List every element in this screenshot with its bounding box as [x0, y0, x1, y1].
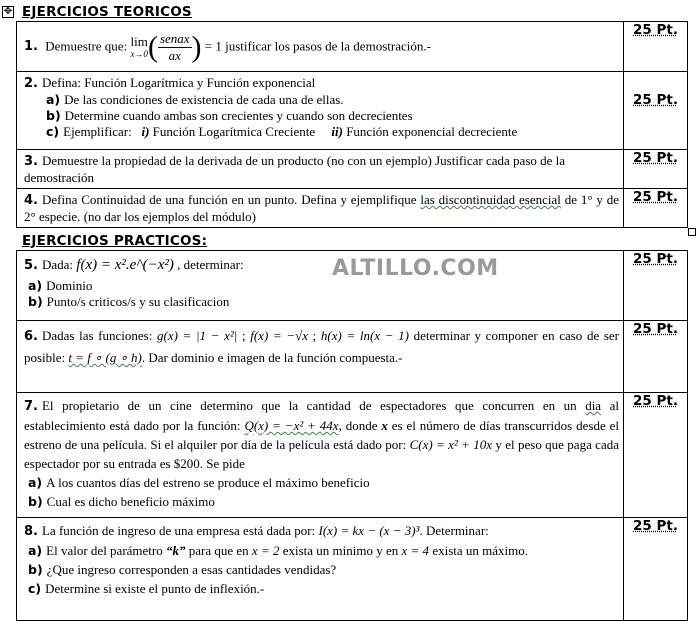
limit-symbol: lim x→0	[130, 33, 148, 59]
sub-label: c)	[46, 124, 60, 139]
wavy-text: las discontinuidad esencial	[420, 192, 561, 207]
sub-text: Determine cuando ambas son crecientes y cuando son decrecientes	[64, 108, 413, 123]
sub-text: ¿Que ingreso corresponden a esas cantidades vendidas?	[46, 562, 337, 577]
table-row	[17, 251, 688, 321]
table-row	[17, 150, 688, 189]
table-practicos	[16, 250, 688, 621]
formula-x4: x = 4	[401, 543, 430, 558]
sub-label: b)	[46, 108, 61, 123]
points-cell: 25 Pt.	[624, 72, 688, 150]
question-number: 8.	[24, 524, 38, 539]
sub-label: a)	[28, 475, 43, 490]
sub-text: Ejemplificar:	[63, 124, 132, 139]
question-cell	[17, 393, 624, 518]
sub-roman-i: i)	[141, 124, 150, 139]
question-text: al establecimiento está dado por la función:	[24, 398, 620, 433]
fraction: $\frac{\text{senax}}{ax}$	[159, 31, 190, 63]
variable-x: x	[381, 418, 388, 433]
sub-label: b)	[28, 294, 43, 309]
question-text-mid: determinar y componer en caso de ser posible:	[24, 328, 620, 365]
watermark: ALTILLO.COM	[332, 256, 499, 281]
question-cell	[17, 251, 624, 321]
sub-label: a)	[46, 92, 61, 107]
sub-label: b)	[28, 562, 43, 577]
question-number: 1.	[24, 39, 38, 55]
sub-label: a)	[28, 543, 43, 558]
separator: ;	[241, 328, 246, 343]
move-cross-icon[interactable]: ✥	[3, 6, 13, 17]
question-text-after: de 1° y de 2° especie. (no dar los ejemplos del módulo)	[24, 192, 619, 224]
sub-text: para que en	[188, 543, 249, 558]
question-text: , donde	[338, 418, 378, 433]
formula-x2: x = 2	[251, 543, 280, 558]
question-cell	[17, 150, 624, 189]
question-number: 4.	[24, 193, 38, 208]
table-row	[17, 22, 688, 72]
table-row	[17, 393, 688, 518]
formula-f: f(x) = −√x	[250, 328, 308, 343]
formula-f: f(x) = x².e^(−x²)	[76, 257, 174, 273]
points-cell: 25 Pt.	[624, 150, 688, 189]
points-cell: 25 Pt.	[624, 22, 688, 72]
sub-text: Determine si existe el punto de inflexión.-	[45, 581, 265, 596]
question-text: Defina Continuidad de una función en un punto. Defina y ejemplifique	[41, 192, 417, 207]
formula-t: t = f ∘ (g ∘ h)	[68, 350, 142, 365]
table-row	[17, 72, 688, 150]
equals-one: = 1	[204, 38, 222, 54]
question-text: Dada:	[41, 257, 74, 272]
sub-roman-ii-text: Función exponencial decreciente	[346, 124, 518, 139]
points-cell: 25 Pt.	[624, 251, 688, 321]
question-cell	[17, 189, 624, 228]
sub-label: a)	[28, 278, 43, 293]
wavy-text: dia	[585, 398, 602, 413]
sub-text: exista un máximo.	[432, 543, 528, 558]
question-text: Demuestre que:	[45, 38, 128, 54]
section-title-teoricos: EJERCICIOS TEORICOS	[22, 4, 192, 20]
formula-I: I(x) = kx − (x − 3)³	[318, 523, 420, 538]
question-number: 2.	[24, 76, 38, 91]
question-text: Demuestre la propiedad de la derivada de un producto (no con un ejemplo) Justificar cada paso de la demostración	[24, 153, 566, 185]
question-cell: 1. Demuestre que: lim x→0 ( $\frac{\text{senax}}{ax}$ ) = 1 justificar los pasos de la demostración.-	[17, 22, 624, 72]
table-teoricos	[16, 21, 688, 228]
question-text-after: . Determinar:	[419, 523, 489, 538]
question-number: 5.	[24, 258, 38, 273]
question-text-after: justificar los pasos de la demostración.-	[225, 38, 431, 54]
question-text: Defina: Función Logarítmica y Función exponencial	[41, 75, 316, 90]
question-number: 3.	[24, 154, 38, 169]
question-text: Dadas las funciones:	[41, 328, 153, 343]
points-cell: 25 Pt.	[624, 393, 688, 518]
question-cell	[17, 321, 624, 393]
sub-text: Cual es dicho beneficio máximo	[46, 494, 215, 509]
formula-g: g(x) = |1 − x²|	[156, 328, 238, 343]
sub-text: Dominio	[46, 278, 93, 293]
points-cell: 25 Pt.	[624, 321, 688, 393]
question-text: El propietario de un cine determino que la cantidad de espectadores que concurren en un	[41, 398, 577, 413]
points-cell: 25 Pt.	[624, 189, 688, 228]
question-number: 6.	[24, 329, 38, 344]
question-cell	[17, 518, 624, 621]
points-cell: 25 Pt.	[624, 518, 688, 621]
sub-text: De las condiciones de existencia de cada una de ellas.	[64, 92, 344, 107]
table-row	[17, 189, 688, 228]
sub-text: El valor del parámetro	[46, 543, 163, 558]
sub-text: A los cuantos días del estreno se produce el máximo beneficio	[46, 475, 370, 490]
sub-roman-ii: ii)	[331, 124, 343, 139]
parameter-k: “k”	[166, 543, 186, 558]
question-text: es el número de días transcurridos desde el estreno de una película. Si el alquiler por día de la película está dado por:	[24, 418, 619, 452]
formula-C: C(x) = x² + 10x	[409, 437, 493, 452]
table-resize-handle[interactable]	[688, 228, 696, 236]
question-text: La función de ingreso de una empresa está dada por:	[41, 523, 316, 538]
formula-h: h(x) = ln(x − 1)	[320, 328, 409, 343]
sub-label: c)	[28, 581, 42, 596]
question-text-after: , determinar:	[177, 257, 244, 272]
question-number: 7.	[24, 399, 38, 414]
sub-roman-i-text: Función Logarítmica Creciente	[152, 124, 316, 139]
separator: ;	[312, 328, 317, 343]
question-cell	[17, 72, 624, 150]
sub-text: exista un minimo y en	[282, 543, 399, 558]
question-text: y el peso que paga cada espectador por su entrada es $200. Se pide	[24, 437, 619, 471]
question-text-after: . Dar dominio e imagen de la función compuesta.-	[141, 350, 403, 365]
section-title-practicos: EJERCICIOS PRACTICOS:	[22, 233, 208, 249]
sub-text: Punto/s criticos/s y su clasificacion	[46, 294, 230, 309]
table-row	[17, 321, 688, 393]
sub-label: b)	[28, 494, 43, 509]
table-row	[17, 518, 688, 621]
formula-Q: Q(x) = −x² + 44x	[244, 418, 339, 433]
